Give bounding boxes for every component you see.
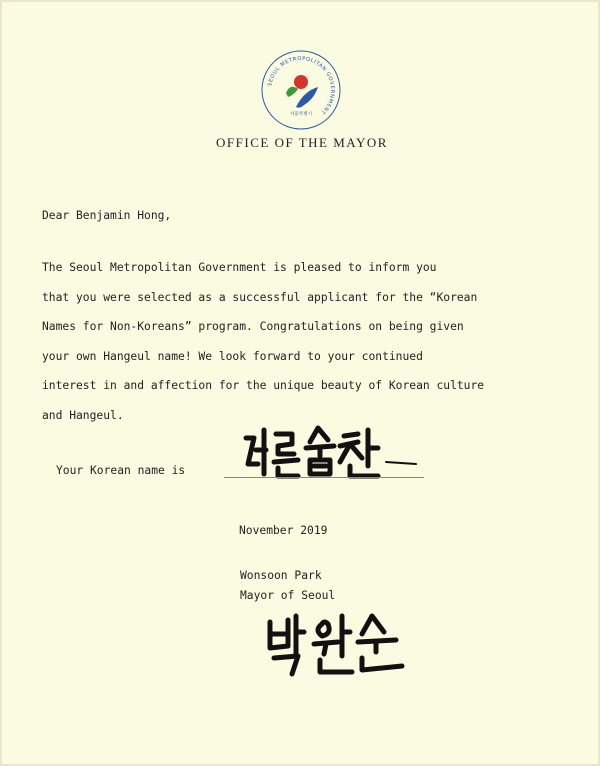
name-underline xyxy=(224,477,424,478)
korean-name-calligraphy xyxy=(240,422,430,482)
paragraph-line: that you were selected as a successful applicant for the “Korean xyxy=(42,290,478,304)
letter-paragraph xyxy=(42,253,562,431)
paragraph-line: The Seoul Metropolitan Government is pleased to inform you xyxy=(42,261,437,274)
seal-ring-text: SEOUL METROPOLITAN GOVERNMENT xyxy=(267,55,336,116)
mayor-signature xyxy=(262,608,412,678)
seal-korean-text: 서울특별시 xyxy=(289,112,313,117)
paragraph-line: interest in and affection for the unique beauty of Korean culture xyxy=(42,379,485,393)
paragraph-line: your own Hangeul name! We look forward to your continued xyxy=(42,349,423,363)
korean-name-prompt: Your Korean name is xyxy=(56,464,186,477)
signer-name: Wonsoon Park xyxy=(240,569,322,582)
office-heading: OFFICE OF THE MAYOR xyxy=(216,135,388,150)
letter-date: November 2019 xyxy=(239,524,328,537)
seoul-government-seal-icon xyxy=(260,49,342,131)
paragraph-line: and Hangeul. xyxy=(42,408,124,422)
signer-title: Mayor of Seoul xyxy=(240,589,336,602)
paragraph-line: Names for Non-Koreans” program. Congratulations on being given xyxy=(42,320,464,334)
salutation: Dear Benjamin Hong, xyxy=(42,209,172,222)
signer-block xyxy=(240,566,335,606)
